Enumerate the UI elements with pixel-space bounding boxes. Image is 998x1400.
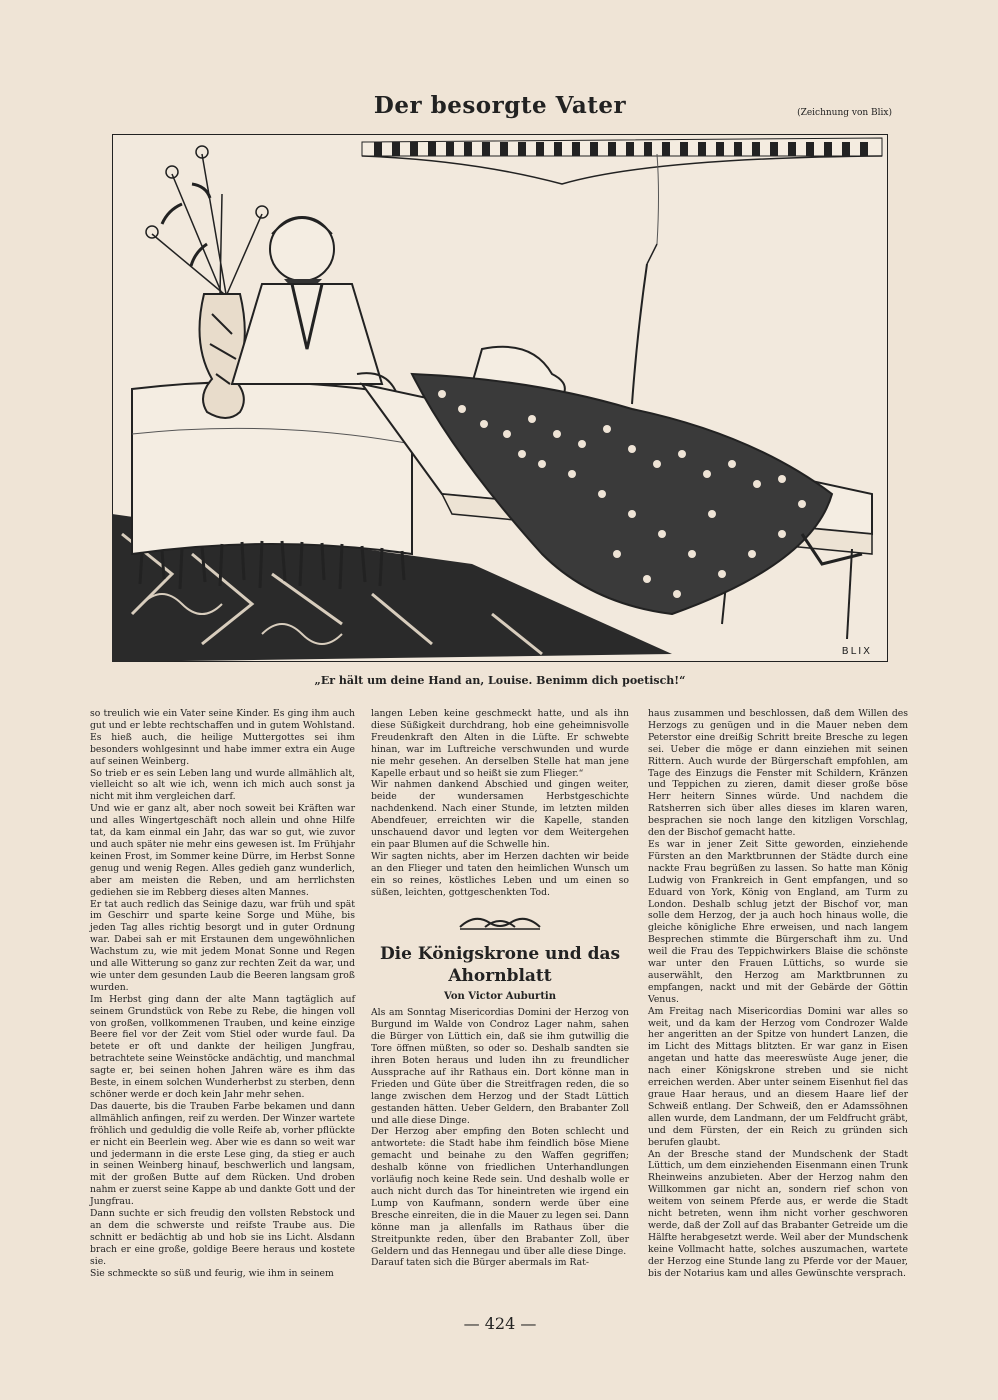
paragraph: Sie schmeckte so süß und feurig, wie ihm in seinem	[90, 1267, 334, 1279]
artist-signature: BLIX	[841, 646, 872, 657]
paragraph: Im Herbst ging dann der alte Mann tagtäglich auf seinem Grundstück von Rebe zu Rebe, die hingen voll von großen, vollkommenen Trauben, und keine einzige Beere fiel vor der Zeit vom Stiel oder wurde faul. Da betete er oft und dankte der heiligen Jungfrau, betrachtete seine Weinstöcke andächtig, und manchmal sagte er, bei seinen hohen Jahren wäre es ihm das Beste, in einem solchen Wunderherbst zu sterben, denn schöner werde er doch kein Jahr mehr sehen.	[90, 993, 355, 1100]
paragraph: haus zusammen und beschlossen, daß dem Willen des Herzogs zu genügen und in die Mauer neben dem Peterstor eine dreißig Schritt breite Bresche zu legen sei. Ueber die möge er dann einziehen mit seinen Rittern. Auch wurde der Bürgerschaft empfohlen, am Tage des Einzugs die Fenster mit Schildern, Kränzen und Teppichen zu zieren, damit dieser große böse Herr heitern Sinnes würde. Und nachdem die Ratsherren sich über alles dieses im klaren waren, besprachen sie noch lange den kitzligen Vorschlag, den der Bischof gemacht hatte.	[648, 708, 908, 839]
paragraph: Er tat auch redlich das Seinige dazu, war früh und spät im Geschirr und sparte keine Sorge und Mühe, bis jeden Tag alles richtig besorgt und in guter Ordnung war. Dabei sah er mit Erstaunen dem ungewöhnlichen Wachstum zu, wie mit jedem Monat Sonne und Regen und alle Witterung so ganz zur rechten Zeit da war, und wie unter dem gesunden Laub die Beeren langsam groß wurden.	[90, 898, 355, 993]
text-column-1	[90, 708, 355, 1280]
text-column-2	[371, 708, 629, 1269]
paragraph: Es war in jener Zeit Sitte geworden, einziehende Fürsten an den Marktbrunnen der Städte durch eine nackte Frau begrüßen zu lassen. So hatte man König Ludwig von Frankreich in Gent empfangen, und so Eduard von York, König von England, am Turm zu London. Deshalb schlug jetzt der Bischof vor, man solle dem Herzog, der ja auch hoch hinaus wolle, die gleiche königliche Ehre erweisen, und nach langem Besprechen stimmte die Bürgerschaft ihm zu. Und weil die Frau des Teppichwirkers Blaise die schönste war unter den Frauen Lüttichs, so wurde sie auserwählt, den Herzog am Marktbrunnen zu empfangen, nackt und mit der Gebärde der Göttin Venus.	[648, 838, 908, 1005]
illustration-caption: „Er hält um deine Hand an, Louise. Benimm dich poetisch!“	[314, 674, 686, 687]
paragraph: Wir sagten nichts, aber im Herzen dachten wir beide an den Flieger und taten den heimlichen Wunsch um ein so reines, köstliches Leben und um einen so süßen, leichten, gottgeschenkten Tod.	[371, 850, 629, 898]
story-title: Die Königskrone und das Ahornblatt	[379, 943, 621, 986]
paragraph: Das dauerte, bis die Trauben Farbe bekamen und dann allmählich anfingen, reif zu werden. Der Winzer wartete fröhlich und geduldig die volle Reife ab, vorher pflückte er nicht ein Beerlein weg. Aber wie es dann so weit war und jedermann in die erste Lese ging, da stieg er auch in seinen Weinberg hinauf, beschwerlich und langsam, mit der großen Butte auf dem Rücken. Und droben nahm er zuerst seine Kappe ab und dankte Gott und der Jungfrau.	[90, 1100, 355, 1208]
paragraph: Dann suchte er sich freudig den vollsten Rebstock und an dem die schwerste und reifste Traube aus. Die schnitt er bedächtig ab und hob sie ins Licht. Alsdann brach er eine große, goldige Beere heraus und kostete sie.	[90, 1208, 355, 1267]
paragraph: So trieb er es sein Leben lang und wurde allmählich alt, vielleicht so alt wie ich, wenn ich mich auch sonst ja nicht mit ihm vergleichen darf.	[90, 767, 355, 803]
paragraph: Der Herzog aber empfing den Boten schlecht und antwortete: die Stadt habe ihm feindlich böse Miene gemacht und beinahe zu den Waffen gegriffen; deshalb könne von friedlichen Unterhandlungen vorläufig noch keine Rede sein. Und deshalb wolle er auch nicht durch das Tor hineintreten wie irgend ein Lump von Kaufmann, sondern werde über eine Bresche einreiten, die in die Mauer zu legen sei. Dann könne man ja allenfalls im Rathaus über die Streitpunkte reden, über den Brabanter Zoll, über Geldern und das Hennegau und über alle diese Dinge.	[371, 1126, 629, 1257]
text-column-3	[648, 708, 908, 1280]
paragraph: An der Bresche stand der Mundschenk der Stadt Lüttich, um dem einziehenden Eisenmann einen Trunk Rheinweins anzubieten. Aber der Herzog nahm den Willkommen gar nicht an, sondern rief schon von weitem von seinem Pferde aus, er werde die Stadt nicht betreten, wenn ihm nicht vorher geschworen werde, daß der Zoll auf das Brabanter Getreide um die Hälfte herabgesetzt werde. Weil aber der Mundschenk keine Vollmacht hatte, solches auszumachen, wartete der Herzog eine Stunde lang zu Pferde vor der Mauer, bis der Notarius kam und alles Gewünschte versprach.	[648, 1148, 908, 1279]
ornament-divider	[455, 911, 545, 933]
story-author: Von Victor Auburtin	[443, 990, 557, 1002]
paragraph: Wir nahmen dankend Abschied und gingen weiter, beide der wundersamen Herbstgeschichte nachdenkend. Nach einer Stunde, im letzten milden Abendfeuer, erreichten wir die Kapelle, standen unschauend davor und legten vor dem Weitergehen ein paar Blumen auf die Schwelle hin.	[371, 779, 629, 850]
paragraph: langen Leben keine geschmeckt hatte, und als ihn diese Süßigkeit durchdrang, hob eine geheimnisvolle Freudenkraft den Alten in die Lüfte. Er schwebte hinan, war im Luftreiche verschwunden und wurde nie mehr gesehen. An derselben Stelle hat man jene Kapelle erbaut und so heißt sie zum Flieger.“	[371, 708, 629, 779]
illustration	[112, 134, 888, 662]
paragraph: so treulich wie ein Vater seine Kinder. Es ging ihm auch gut und er lebte rechtschaffen und in gutem Wohlstand. Es hieß auch, die heilige Muttergottes sei ihm besonders wohlgesinnt und habe immer extra ein Auge auf seinen Weinberg.	[90, 708, 355, 767]
paragraph: Und wie er ganz alt, aber noch soweit bei Kräften war und alles Wingertgeschäft noch allein und ohne Hilfe tat, da kam einmal ein Jahr, das war so gut, wie zuvor und auch später nie mehr eins gewesen ist. Im Frühjahr keinen Frost, im Sommer keine Dürre, im Herbst Sonne genug und wenig Regen. Alles gedieh ganz wunderlich, aber am meisten die Reben, und am herrlichsten gediehen sie im Rebberg dieses alten Mannes.	[90, 803, 355, 898]
page-title: Der besorgte Vater	[373, 92, 627, 119]
page-number: — 424 —	[463, 1314, 537, 1333]
illustration-credit: (Zeichnung von Blix)	[797, 108, 892, 118]
paragraph: Als am Sonntag Misericordias Domini der Herzog von Burgund im Walde von Condroz Lager nahm, sahen die Bürger von Lüttich ein, daß sie ihm gutwillig die Tore öffnen müßten, so oder so. Deshalb sandten sie ihren Boten heraus und luden ihn zu freundlicher Aussprache auf ihr Rathaus ein. Dort könne man in Frieden und Güte über die Streitfragen reden, die so lange zwischen dem Herzog und der Stadt Lüttich gestanden hätten. Ueber Geldern, den Brabanter Zoll und alle diese Dinge.	[371, 1007, 629, 1126]
paragraph: Am Freitag nach Misericordias Domini war alles so weit, und da kam der Herzog vom Condrozer Walde her angeritten an der Spitze von hundert Lanzen, die im Licht des Mittags blitzten. Er war ganz in Eisen angetan und hatte das meereswüste Auge jener, die nach einer Königskrone streben und sie nicht erreichen werden. Aber unter seinem Eisenhut fiel das graue Haar heraus, und an diesem Haare lief der Schweiß entlang. Der Schweiß, den er Adamssöhnen allen wurde, dem Landmann, der um Feldfrucht gräbt, und dem Fürsten, der ein Reich zu gründen sich berufen glaubt.	[648, 1005, 908, 1148]
paragraph: Darauf taten sich die Bürger abermals im Rat-	[371, 1257, 589, 1269]
